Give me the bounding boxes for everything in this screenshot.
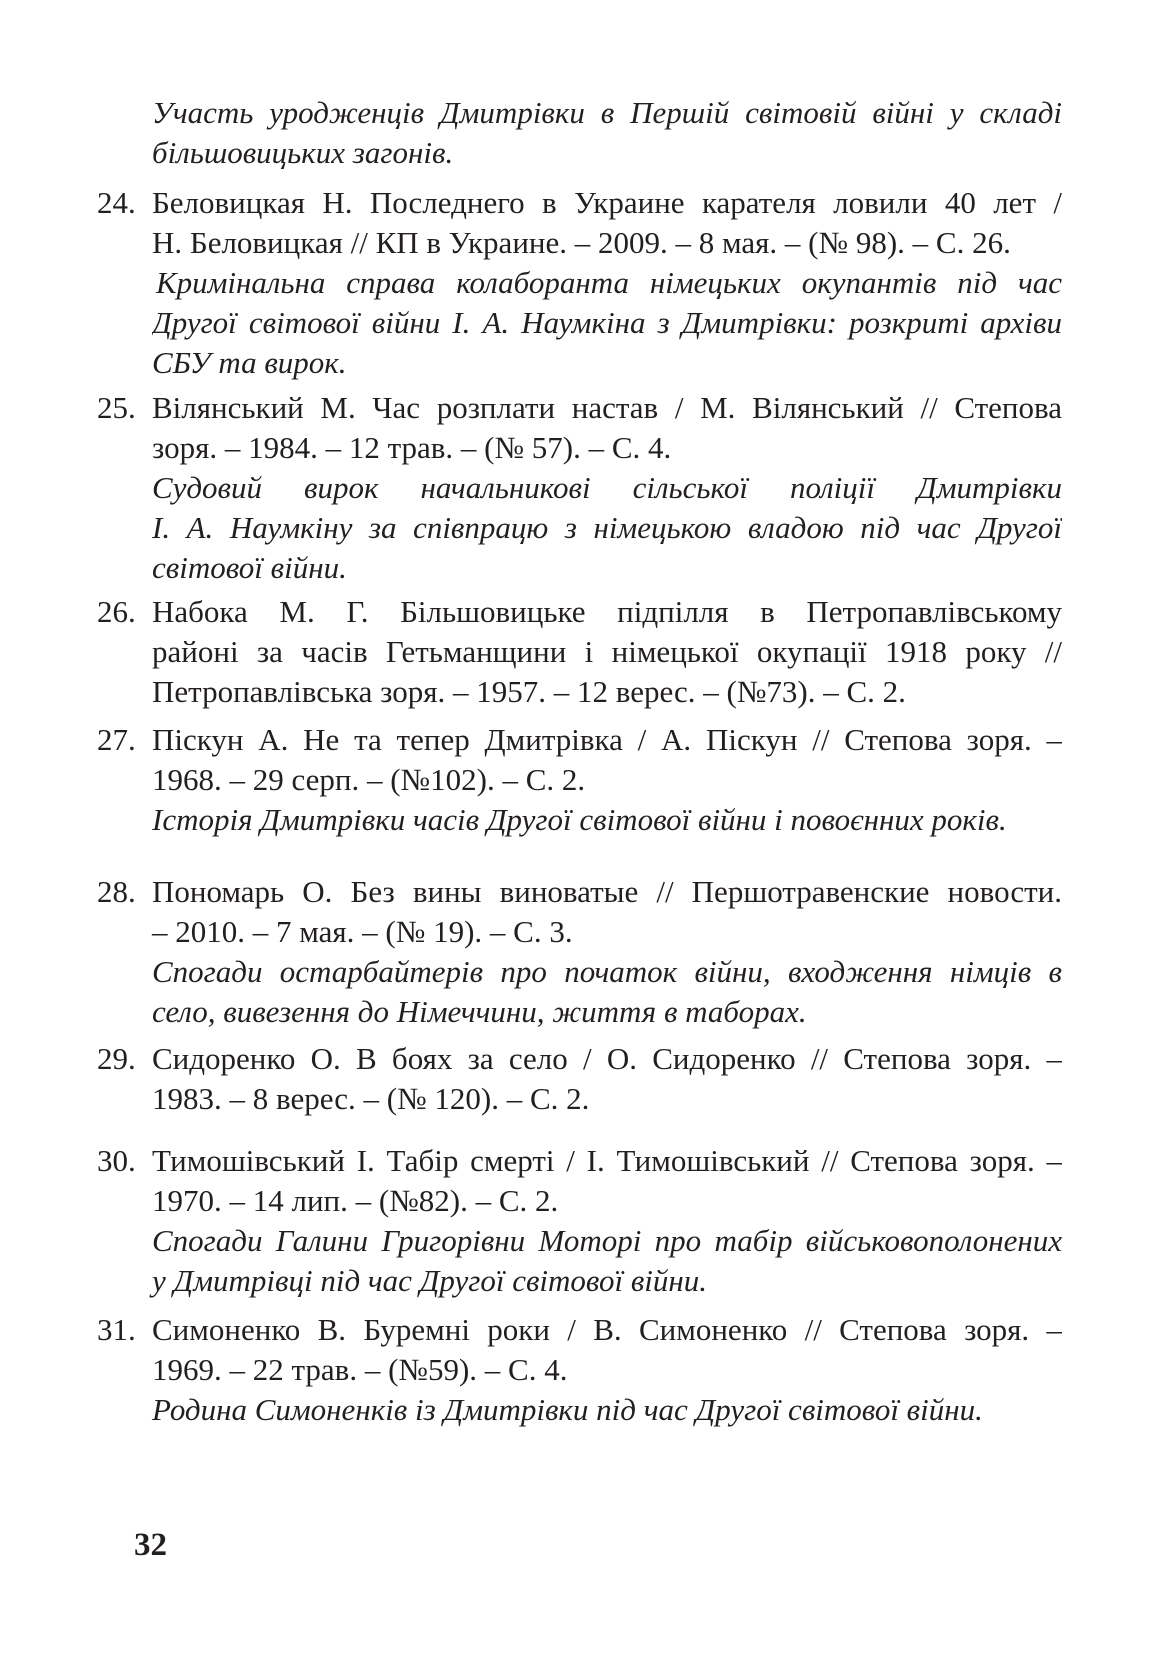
annotation-line: Судовий вирок начальникові сільської поліції Дмитрівки: [152, 470, 1062, 505]
citation-line: 1968. – 29 серп. – (№102). – С. 2.: [152, 762, 586, 797]
entry-number: 25.: [97, 390, 136, 425]
annotation-line: І. А. Наумкіну за співпрацю з німецькою владою під час Другої: [152, 510, 1062, 545]
citation-line: Набока М. Г. Більшовицьке підпілля в Петропавлівському: [152, 594, 1062, 629]
annotation-line: Участь уродженців Дмитрівки в Першій світовій війні у складі: [152, 95, 1062, 130]
annotation-line: Спогади остарбайтерів про початок війни, входження німців в: [152, 954, 1062, 989]
citation-line: 1969. – 22 трав. – (№59). – С. 4.: [152, 1352, 568, 1387]
annotation-line: Другої світової війни І. А. Наумкіна з Дмитрівки: розкриті архіви: [152, 305, 1062, 340]
annotation-line: СБУ та вирок.: [152, 345, 347, 380]
entry-number: 30.: [97, 1143, 136, 1178]
citation-line: Пономарь О. Без вины виноватые // Першотравенские новости.: [152, 874, 1062, 909]
citation-line: Н. Беловицкая // КП в Украине. – 2009. – 8 мая. – (№ 98). – С. 26.: [152, 225, 1011, 260]
annotation-line: село, вивезення до Німеччини, життя в таборах.: [152, 994, 807, 1029]
annotation-line: Родина Симоненків із Дмитрівки під час Другої світової війни.: [152, 1392, 983, 1427]
entry-number: 29.: [97, 1041, 136, 1076]
entry-number: 24.: [97, 185, 136, 220]
citation-line: Тимошівський І. Табір смерті / І. Тимошівський // Степова зоря. –: [152, 1143, 1062, 1178]
entry-number: 28.: [97, 874, 136, 909]
annotation-line: світової війни.: [152, 550, 347, 585]
page-number: 32: [134, 1527, 167, 1563]
entry-number: 27.: [97, 722, 136, 757]
annotation-line: Кримінальна справа колаборанта німецьких окупантів під час: [156, 265, 1062, 300]
citation-line: – 2010. – 7 мая. – (№ 19). – С. 3.: [152, 914, 573, 949]
citation-line: Піскун А. Не та тепер Дмитрівка / А. Піскун // Степова зоря. –: [152, 722, 1062, 757]
citation-line: зоря. – 1984. – 12 трав. – (№ 57). – С. 4.: [152, 430, 672, 465]
annotation-line: більшовицьких загонів.: [152, 135, 454, 170]
entry-number: 31.: [97, 1312, 136, 1347]
citation-line: Петропавлівська зоря. – 1957. – 12 верес. – (№73). – С. 2.: [152, 674, 906, 709]
citation-line: 1970. – 14 лип. – (№82). – С. 2.: [152, 1183, 559, 1218]
citation-line: Сидоренко О. В боях за село / О. Сидоренко // Степова зоря. –: [152, 1041, 1062, 1076]
citation-line: 1983. – 8 верес. – (№ 120). – С. 2.: [152, 1081, 590, 1116]
citation-line: Беловицкая Н. Последнего в Украине карателя ловили 40 лет /: [152, 185, 1062, 220]
annotation-line: у Дмитрівці під час Другої світової війни.: [152, 1263, 708, 1298]
entry-number: 26.: [97, 594, 136, 629]
annotation-line: Історія Дмитрівки часів Другої світової війни і повоєнних років.: [152, 802, 1007, 837]
citation-line: районі за часів Гетьманщини і німецької окупації 1918 року //: [152, 634, 1062, 669]
citation-line: Симоненко В. Буремні роки / В. Симоненко // Степова зоря. –: [152, 1312, 1062, 1347]
citation-line: Вілянський М. Час розплати настав / М. Вілянський // Степова: [152, 390, 1062, 425]
annotation-line: Спогади Галини Григорівни Моторі про табір військовополонених: [152, 1223, 1062, 1258]
